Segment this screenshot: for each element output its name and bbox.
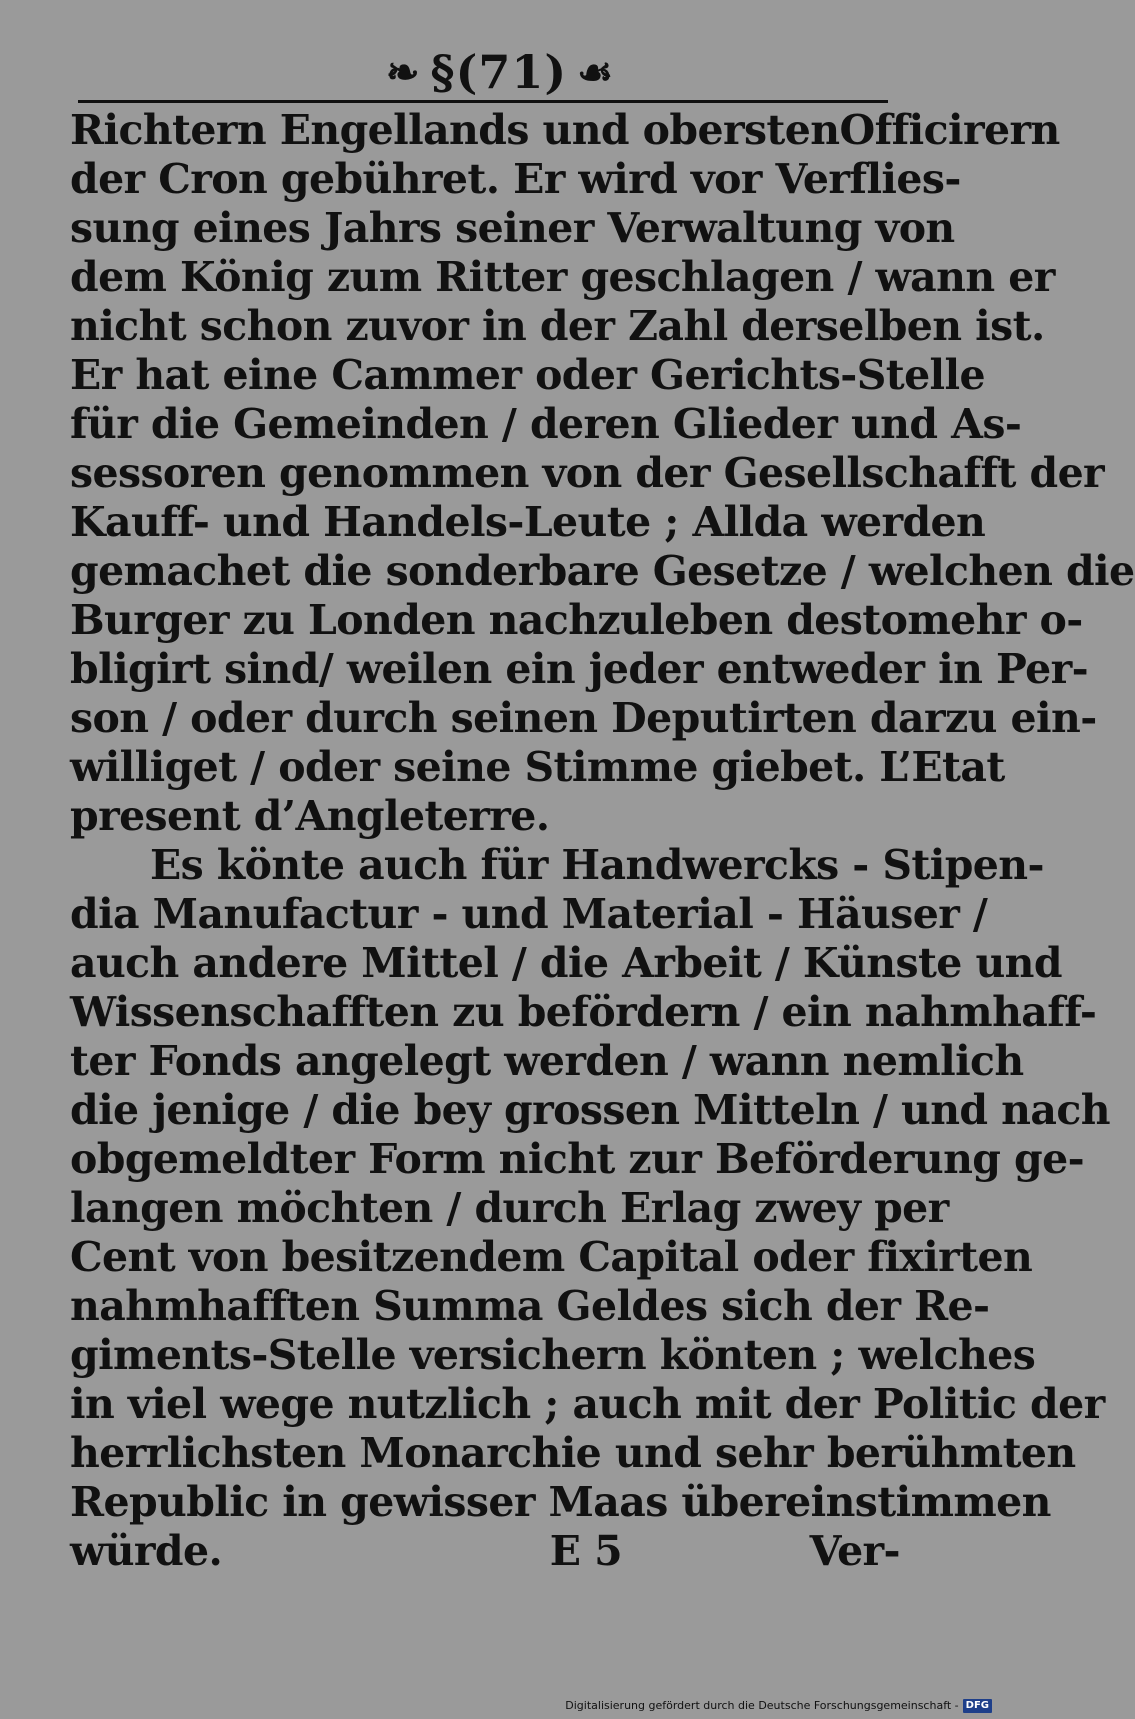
text-line: nahmhafften Summa Geldes sich der Re- — [70, 1282, 990, 1330]
text-line: Kauff- und Handels-Leute ; Allda werden — [70, 498, 986, 546]
text-line: Cent von besitzendem Capital oder fixirten — [70, 1233, 1033, 1281]
section-sign: § — [430, 45, 456, 99]
digitization-credit — [565, 1697, 992, 1715]
text-line: dia Manufactur - und Material - Häuser / — [70, 890, 988, 938]
page-header — [330, 40, 670, 104]
text-line: Wissenschafften zu befördern / ein nahmhaff- — [70, 988, 1097, 1036]
text-line: die jenige / die bey grossen Mitteln / und nach — [70, 1086, 1110, 1134]
page-footer-line — [70, 1527, 900, 1576]
text-line: present d’Angleterre. — [70, 792, 550, 840]
text-line: langen möchten / durch Erlag zwey per — [70, 1184, 949, 1232]
text-line: williget / oder seine Stimme giebet. L’Etat — [70, 743, 1005, 791]
text-line: Er hat eine Cammer oder Gerichts-Stelle — [70, 351, 985, 399]
text-line: gemachet die sonderbare Gesetze / welchen die — [70, 547, 1135, 595]
text-line: Republic in gewisser Maas übereinstimmen — [70, 1478, 1051, 1526]
catchword: Ver- — [809, 1527, 900, 1575]
page-number: (71) — [455, 45, 568, 99]
text-line: sessoren genommen von der Gesellschafft der — [70, 449, 1105, 497]
text-line: in viel wege nutzlich ; auch mit der Politic der — [70, 1380, 1105, 1428]
ornament-right-icon: ☙ — [577, 48, 614, 96]
text-line: auch andere Mittel / die Arbeit / Künste und — [70, 939, 1062, 987]
text-line: herrlichsten Monarchie und sehr berühmten — [70, 1429, 1076, 1477]
text-line: sung eines Jahrs seiner Verwaltung von — [70, 204, 955, 252]
paragraph-first-line: Es könte auch für Handwercks - Stipen- — [150, 841, 1044, 889]
signature-mark: E 5 — [549, 1527, 623, 1575]
text-line: für die Gemeinden / deren Glieder und As- — [70, 400, 1022, 448]
text-line: giments-Stelle versichern könten ; welches — [70, 1331, 1036, 1379]
header-rule — [78, 100, 888, 103]
last-word: würde. — [70, 1527, 223, 1575]
text-line: Richtern Engellands und oberstenOfficirern — [70, 106, 1060, 154]
text-line: nicht schon zuvor in der Zahl derselben ist. — [70, 302, 1045, 350]
credit-text: Digitalisierung gefördert durch die Deutsche Forschungsgemeinschaft - — [565, 1699, 959, 1712]
body-text — [70, 106, 1135, 1576]
text-line: obgemeldter Form nicht zur Beförderung ge- — [70, 1135, 1084, 1183]
text-line: Burger zu Londen nachzuleben destomehr o- — [70, 596, 1083, 644]
text-line: dem König zum Ritter geschlagen / wann er — [70, 253, 1055, 301]
ornament-left-icon: ❧ — [386, 48, 421, 96]
dfg-logo-icon: DFG — [963, 1699, 992, 1713]
text-line: bligirt sind/ weilen ein jeder entweder in Per- — [70, 645, 1088, 693]
text-line: der Cron gebühret. Er wird vor Verflies- — [70, 155, 961, 203]
text-line: ter Fonds angelegt werden / wann nemlich — [70, 1037, 1024, 1085]
text-line: son / oder durch seinen Deputirten darzu ein- — [70, 694, 1097, 742]
